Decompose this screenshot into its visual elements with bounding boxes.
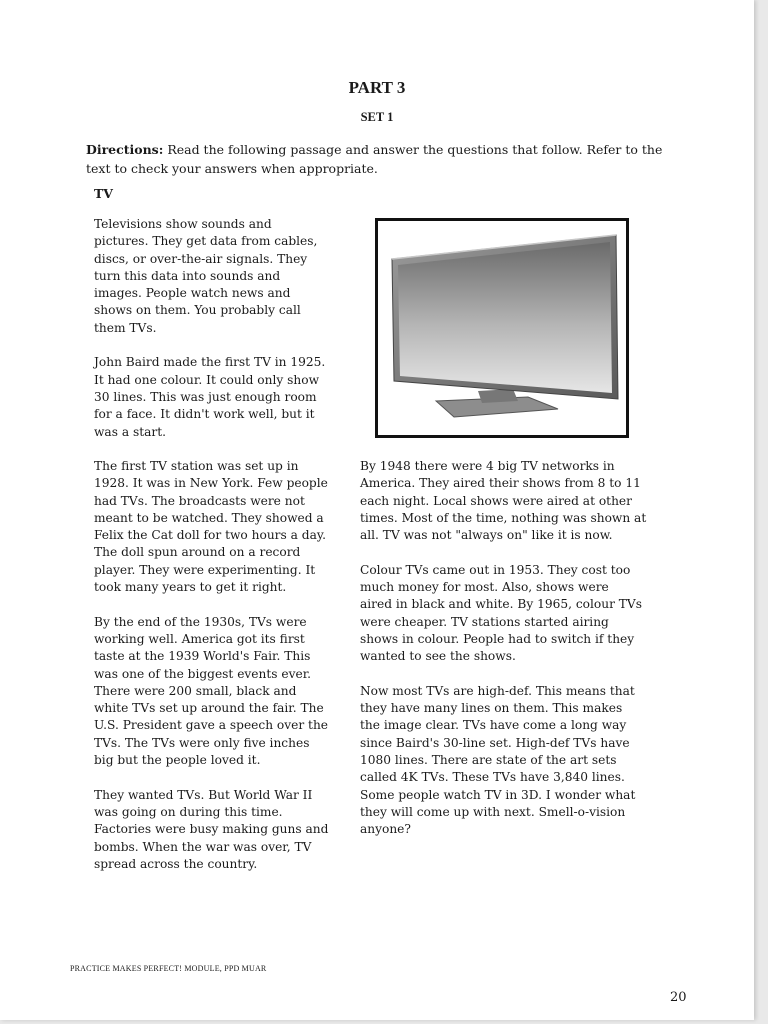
paragraph: The first TV station was set up in 1928. It was in New York. Few people had TVs. The broadcasts were not meant to be watched. They showed a Felix the Cat doll for two hours a day. The doll spun around on a record player. They were experimenting. It took many years to get it right. (94, 459, 328, 595)
footer-module-label: PRACTICE MAKES PERFECT! MODULE, PPD MUAR (70, 964, 267, 973)
passage-left-column (94, 458, 354, 890)
paragraph: Televisions show sounds and pictures. They get data from cables, discs, or over-the-air signals. They turn this data into sounds and images. People watch news and shows on them. You probably call them TVs. (94, 217, 318, 335)
directions (86, 140, 676, 178)
page-number: 20 (670, 990, 687, 1005)
paragraph: By the end of the 1930s, TVs were working well. America got its first taste at the 1939 World's Fair. This was one of the biggest events ever. There were 200 small, black and white TVs set up around the fair. The U.S. President gave a speech over the TVs. The TVs were only five inches big but the people loved it. (94, 614, 329, 768)
set-title: SET 1 (360, 110, 394, 124)
directions-label: Directions: (86, 142, 164, 157)
television-icon (378, 221, 626, 435)
paragraph: Now most TVs are high-def. This means that they have many lines on them. This makes the image clear. TVs have come a long way since Baird's 30-line set. High-def TVs have 1080 lines. There are state of the art sets called 4K TVs. These TVs have 3,840 lines. Some people watch TV in 3D. I wonder what they will come up with next. Smell-o-vision anyone? (360, 683, 636, 837)
paragraph: By 1948 there were 4 big TV networks in America. They aired their shows from 8 to 11 each night. Local shows were aired at other times. Most of the time, nothing was shown at all. TV was not "always on" like it is now. (360, 459, 647, 543)
paragraph: They wanted TVs. But World War II was going on during this time. Factories were busy making guns and bombs. When the war was over, TV spread across the country. (94, 787, 329, 871)
directions-text: Read the following passage and answer the questions that follow. Refer to the text to check your answers when appropriate. (86, 142, 663, 176)
passage-left-top-column (94, 216, 354, 458)
part-title: PART 3 (348, 78, 406, 97)
tv-illustration (375, 218, 629, 438)
passage-right-column (360, 458, 670, 856)
paragraph: Colour TVs came out in 1953. They cost too much money for most. Also, shows were aired in black and white. By 1965, colour TVs were cheaper. TV stations started airing shows in colour. People had to switch if they wanted to see the shows. (360, 562, 642, 664)
passage-title: TV (94, 186, 114, 201)
paragraph: John Baird made the first TV in 1925. It had one colour. It could only show 30 lines. This was just enough room for a face. It didn't work well, but it was a start. (94, 355, 326, 439)
